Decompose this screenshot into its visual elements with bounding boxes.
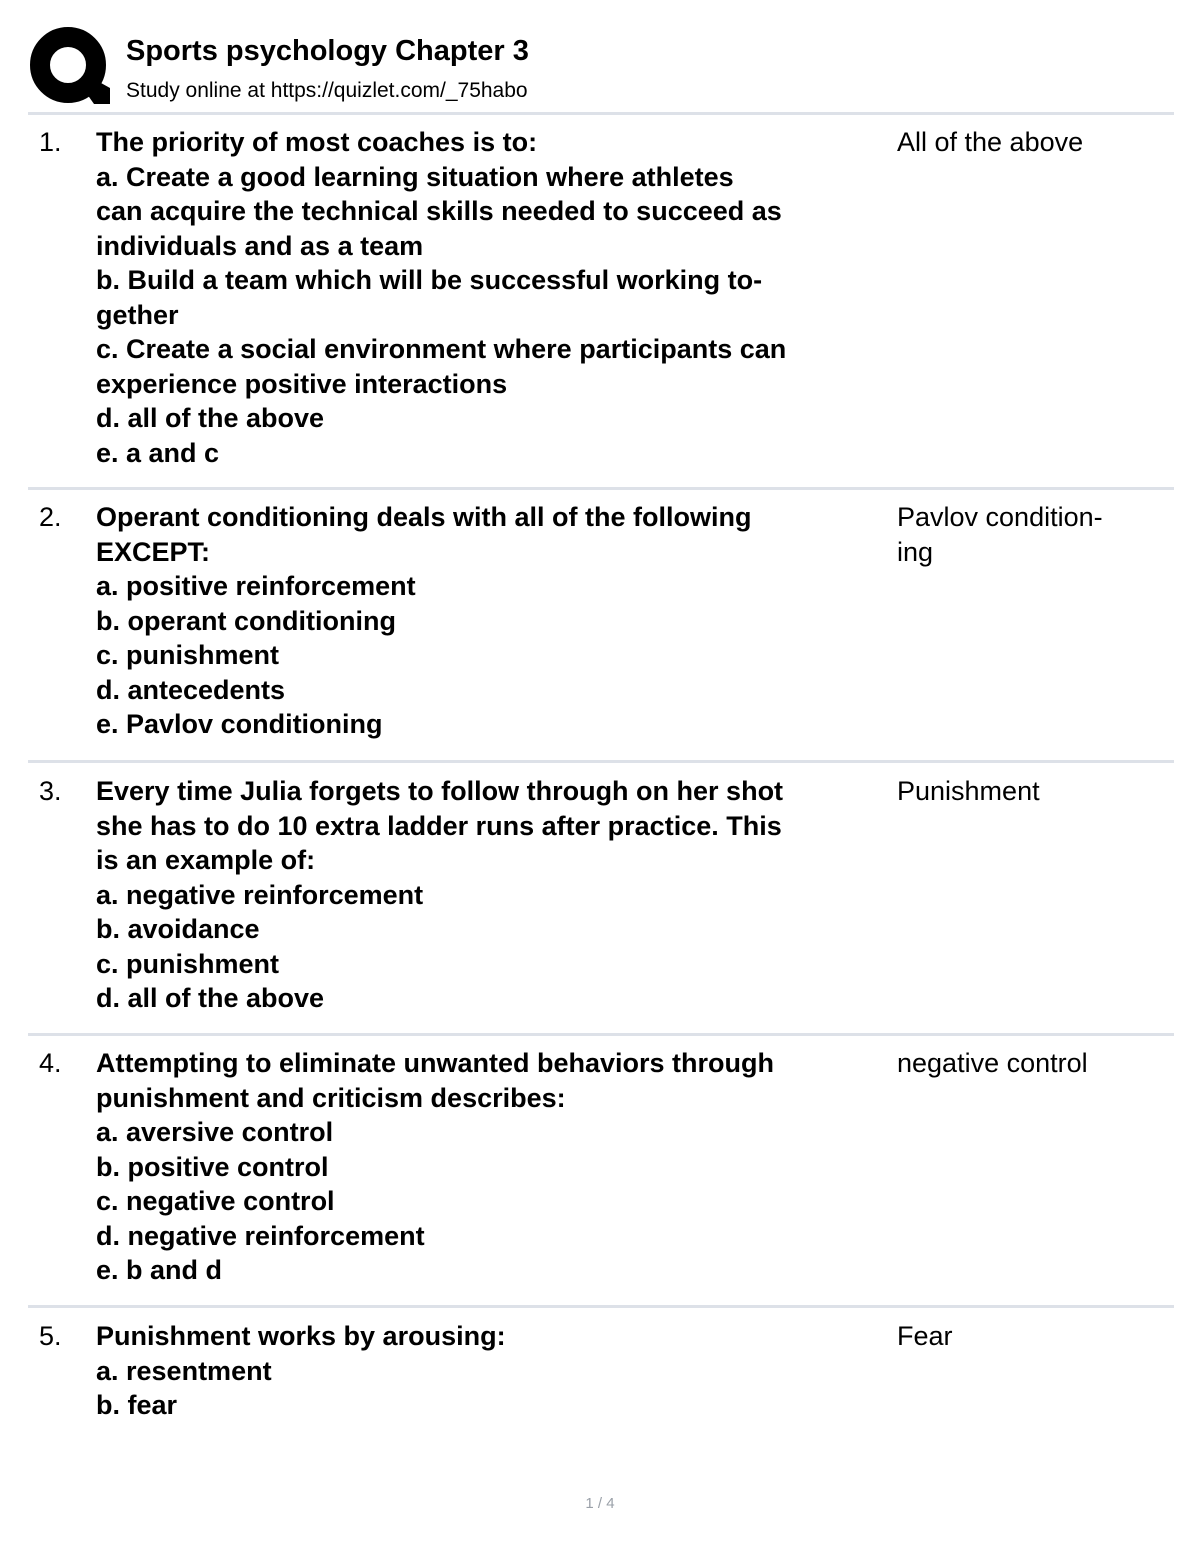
- header-divider: [28, 112, 1174, 115]
- question-line: e. Pavlov conditioning: [96, 709, 383, 739]
- question-line: Operant conditioning deals with all of the following: [96, 502, 752, 532]
- question-line: Every time Julia forgets to follow through on her shot: [96, 776, 784, 806]
- answer-line: Fear: [897, 1321, 953, 1351]
- question-line: experience positive interactions: [96, 368, 508, 399]
- card-divider: [28, 1033, 1174, 1036]
- question-line: e. b and d: [96, 1255, 223, 1285]
- card-answer: [897, 1319, 1167, 1354]
- page-indicator: 1 / 4: [585, 1495, 615, 1512]
- question-line: e. a and c: [96, 437, 220, 468]
- question-line: d. antecedents: [96, 674, 286, 705]
- card-answer: [897, 774, 1167, 809]
- answer-line: ing: [897, 536, 934, 567]
- question-line: gether: [96, 299, 179, 330]
- question-line: punishment and criticism describes:: [96, 1082, 566, 1113]
- question-line: is an example of:: [96, 845, 316, 875]
- card-number: 1.: [39, 127, 62, 157]
- answer-line: negative control: [897, 1048, 1088, 1078]
- question-line: d. all of the above: [96, 983, 325, 1013]
- card-number: 2.: [39, 502, 62, 532]
- question-line: a. aversive control: [96, 1117, 334, 1147]
- question-line: The priority of most coaches is to:: [96, 127, 538, 157]
- card-number: 3.: [39, 776, 62, 806]
- question-line: Punishment works by arousing:: [96, 1321, 506, 1351]
- question-line: a. Create a good learning situation where athletes: [96, 161, 734, 192]
- answer-line: All of the above: [897, 127, 1084, 157]
- question-line: EXCEPT:: [96, 536, 211, 567]
- question-line: a. negative reinforcement: [96, 879, 424, 910]
- question-line: b. fear: [96, 1390, 178, 1420]
- card-number: 4.: [39, 1048, 62, 1078]
- question-line: c. punishment: [96, 948, 280, 979]
- page-header: [28, 26, 1174, 112]
- question-line: a. positive reinforcement: [96, 571, 416, 601]
- question-line: a. resentment: [96, 1355, 272, 1386]
- question-line: c. punishment: [96, 640, 280, 670]
- card-question: [96, 774, 896, 1016]
- card-question: [96, 125, 896, 470]
- answer-line: Punishment: [897, 776, 1040, 806]
- question-line: b. Build a team which will be successful working to-: [96, 265, 763, 295]
- card-answer: [897, 500, 1167, 569]
- quizlet-logo-icon: [28, 26, 110, 108]
- question-line: individuals and as a team: [96, 230, 424, 261]
- card-question: [96, 500, 896, 742]
- card-divider: [28, 487, 1174, 490]
- question-line: b. avoidance: [96, 914, 260, 944]
- question-line: d. all of the above: [96, 403, 325, 433]
- card-answer: [897, 1046, 1167, 1081]
- question-line: can acquire the technical skills needed to succeed as: [96, 196, 782, 226]
- card-divider: [28, 1305, 1174, 1308]
- card-divider: [28, 760, 1174, 763]
- question-line: c. Create a social environment where participants can: [96, 334, 787, 364]
- answer-line: Pavlov condition-: [897, 502, 1103, 532]
- question-line: c. negative control: [96, 1186, 335, 1216]
- card-answer: [897, 125, 1167, 160]
- question-line: d. negative reinforcement: [96, 1220, 425, 1251]
- study-online-link[interactable]: Study online at https://quizlet.com/_75habo: [126, 79, 528, 102]
- card-question: [96, 1319, 896, 1423]
- card-question: [96, 1046, 896, 1288]
- card-number: 5.: [39, 1321, 62, 1351]
- question-line: she has to do 10 extra ladder runs after practice. This: [96, 810, 782, 841]
- question-line: b. positive control: [96, 1151, 329, 1182]
- question-line: b. operant conditioning: [96, 605, 396, 636]
- question-line: Attempting to eliminate unwanted behaviors through: [96, 1048, 775, 1078]
- document-title: Sports psychology Chapter 3: [126, 35, 529, 67]
